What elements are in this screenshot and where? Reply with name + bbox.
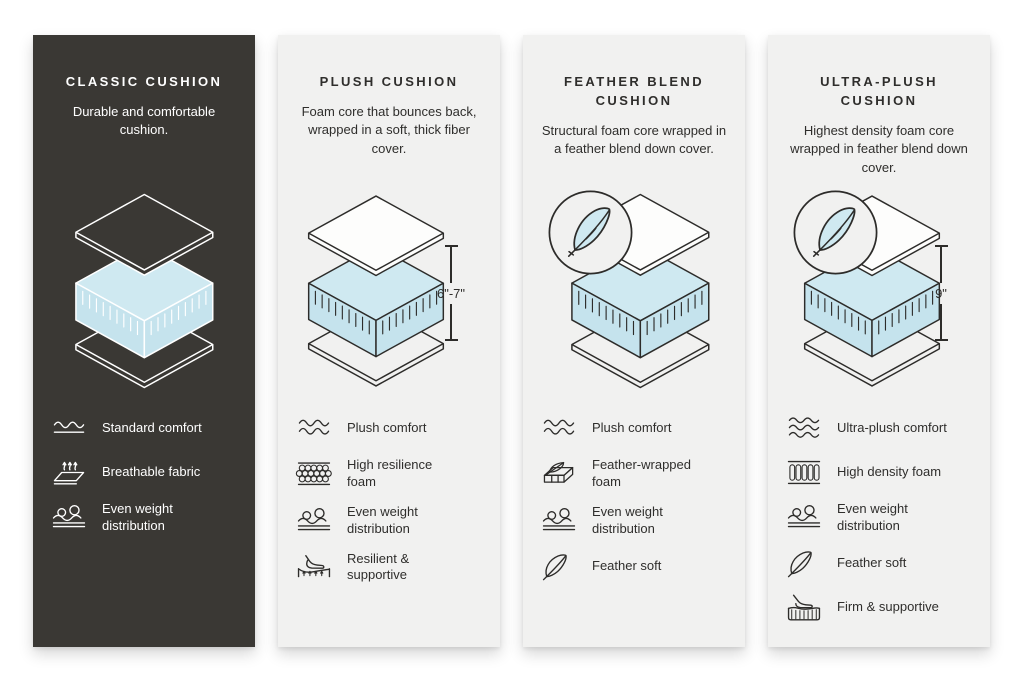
waves-icon xyxy=(539,413,579,444)
cushion-layers-icon xyxy=(61,191,228,391)
measurement-label: 9" xyxy=(935,285,947,301)
measure-line xyxy=(450,247,452,283)
feature-label: High density foam xyxy=(837,464,942,480)
wave-single-icon xyxy=(49,413,89,444)
weight-distribution-icon xyxy=(294,505,334,536)
feather-icon xyxy=(784,548,824,579)
height-measurement xyxy=(924,245,958,341)
feature-list xyxy=(294,413,484,584)
cushion-illustration xyxy=(539,185,729,397)
card-plush xyxy=(278,35,500,647)
feather-foam-icon xyxy=(539,458,579,489)
feature-label: Resilient & supportive xyxy=(347,550,410,583)
height-measurement xyxy=(434,245,468,341)
measurement-label: 6"-7" xyxy=(436,285,466,301)
feature-row xyxy=(784,501,974,535)
card-header xyxy=(539,73,729,185)
high-density-foam-icon xyxy=(784,457,824,488)
feature-row xyxy=(294,551,484,585)
cushion-illustration xyxy=(49,185,239,397)
feature-label: Standard comfort xyxy=(102,420,202,436)
card-header xyxy=(294,73,484,185)
feature-row xyxy=(539,413,729,444)
cushion-illustration xyxy=(294,185,484,397)
feature-row xyxy=(49,457,239,488)
measure-line xyxy=(940,304,942,340)
cushion-illustration xyxy=(784,185,974,397)
feather-badge-icon xyxy=(792,189,879,276)
feature-row xyxy=(784,457,974,488)
feature-label: Even weight distribution xyxy=(102,501,173,533)
feature-row xyxy=(539,504,729,538)
waves-triple-icon xyxy=(784,413,824,444)
feature-row xyxy=(784,413,974,444)
card-title: ULTRA-PLUSH CUSHION xyxy=(820,74,938,108)
feature-label: Feather soft xyxy=(837,554,907,570)
breathable-icon xyxy=(49,457,89,488)
feature-row xyxy=(784,548,974,579)
card-title: PLUSH CUSHION xyxy=(319,74,459,89)
feature-list xyxy=(784,413,974,623)
feature-row xyxy=(294,504,484,538)
weight-distribution-icon xyxy=(539,505,579,536)
card-title: FEATHER BLEND CUSHION xyxy=(563,74,704,108)
card-description: Foam core that bounces back, wrapped in a soft, thick fiber cover. xyxy=(301,103,477,156)
feature-label: Even weight distribution xyxy=(837,501,908,533)
feature-list xyxy=(49,413,239,535)
measure-line xyxy=(940,247,942,283)
measure-cap xyxy=(935,339,948,341)
feature-row xyxy=(49,501,239,535)
card-description: Durable and comfortable cushion. xyxy=(72,103,216,138)
firm-icon xyxy=(784,592,824,623)
feature-label: Plush comfort xyxy=(592,420,672,436)
feature-row xyxy=(784,592,974,623)
feather-icon xyxy=(539,551,579,582)
measure-cap xyxy=(445,339,458,341)
feature-label: Ultra-plush comfort xyxy=(837,420,947,436)
card-description: Highest density foam core wrapped in feather blend down cover. xyxy=(790,122,968,175)
card-header xyxy=(784,73,974,185)
feature-label: Plush comfort xyxy=(347,420,427,436)
feature-label: Feather-wrapped foam xyxy=(592,457,691,489)
waves-icon xyxy=(294,413,334,444)
card-title: CLASSIC CUSHION xyxy=(65,74,223,89)
feather-badge-icon xyxy=(547,189,634,276)
feature-row xyxy=(49,413,239,444)
card-description: Structural foam core wrapped in a feather blend down cover. xyxy=(541,122,727,157)
feature-label: Breathable fabric xyxy=(102,464,201,480)
feature-row xyxy=(539,551,729,582)
resilient-icon xyxy=(294,552,334,583)
card-ultra-plush xyxy=(768,35,990,647)
feature-list xyxy=(539,413,729,582)
feature-row xyxy=(539,457,729,491)
card-header xyxy=(49,73,239,185)
feature-row xyxy=(294,413,484,444)
card-feather-blend xyxy=(523,35,745,647)
feature-row xyxy=(294,457,484,491)
feature-label: High resilience foam xyxy=(347,457,433,489)
foam-cells-icon xyxy=(294,458,334,489)
measure-line xyxy=(450,304,452,340)
feature-label: Firm & supportive xyxy=(837,598,939,614)
weight-distribution-icon xyxy=(784,502,824,533)
feature-label: Even weight distribution xyxy=(347,503,418,536)
card-classic xyxy=(33,35,255,647)
feature-label: Feather soft xyxy=(592,557,662,573)
weight-distribution-icon xyxy=(49,502,89,533)
feature-label: Even weight distribution xyxy=(592,503,663,536)
